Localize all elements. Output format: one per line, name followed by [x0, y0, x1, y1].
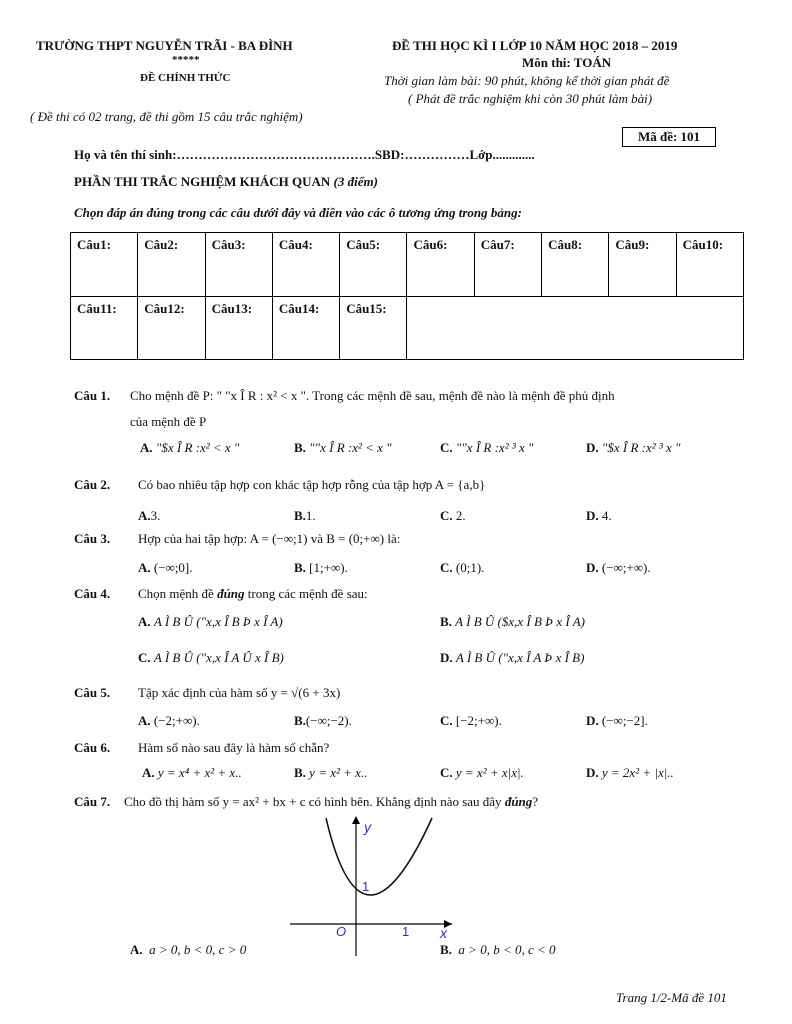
option-text: a > 0, b < 0, c > 0	[149, 942, 247, 957]
q3-option-a[interactable]	[138, 560, 193, 576]
answer-cell[interactable]: Câu3:	[205, 233, 272, 297]
answer-row-1	[71, 233, 744, 297]
answer-cell[interactable]: Câu4:	[272, 233, 339, 297]
option-letter: C.	[440, 713, 453, 728]
parabola-graph	[280, 812, 460, 962]
option-letter: A.	[142, 765, 155, 780]
time-note: Thời gian làm bài: 90 phút, không kể thời gian phát đề	[384, 73, 670, 88]
q7-option-a[interactable]	[130, 942, 246, 958]
q7-text-post: ?	[532, 794, 539, 809]
exam-code-box: Mã đề: 101	[622, 127, 716, 147]
q1-text: Cho mệnh đề P: " "x Î R : x² < x ". Trong các mệnh đề sau, mệnh đề nào là mệnh đề phủ định	[130, 388, 615, 403]
option-letter: A.	[138, 713, 151, 728]
option-text: [−2;+∞).	[455, 713, 502, 728]
option-letter: D.	[586, 440, 599, 455]
q2-option-b[interactable]	[294, 508, 316, 524]
option-letter: A.	[140, 440, 153, 455]
y-axis-label: y	[364, 819, 371, 835]
option-text: 3.	[150, 508, 161, 523]
q3-option-d[interactable]	[586, 560, 651, 576]
q4-option-b[interactable]	[440, 614, 585, 630]
answer-cell[interactable]: Câu7:	[474, 233, 541, 297]
section-heading	[74, 174, 378, 190]
option-text: (−∞;−2].	[601, 713, 648, 728]
q7-label: Câu 7.	[74, 794, 111, 809]
q7-text-pre: Cho đồ thị hàm số y = ax² + bx + c có hình bên. Khẳng định nào sau đây	[124, 794, 505, 809]
q1-text-cont: của mệnh đề P	[130, 414, 207, 429]
q3-label: Câu 3.	[74, 531, 111, 546]
option-text: A Ì B Û ("x,x Î A Û x Î B)	[153, 650, 284, 665]
q4-label: Câu 4.	[74, 586, 111, 601]
x-tick-label: 1	[402, 924, 410, 939]
q5-label: Câu 5.	[74, 685, 111, 700]
exam-title: ĐỀ THI HỌC KÌ I LỚP 10 NĂM HỌC 2018 – 2019	[392, 38, 678, 53]
option-text: y = x² + x..	[309, 765, 368, 780]
option-letter: B.	[440, 942, 452, 957]
answer-cell[interactable]: Câu8:	[542, 233, 609, 297]
option-text: y = x² + x|x|.	[455, 765, 524, 780]
option-letter: D.	[586, 508, 599, 523]
parabola-curve	[326, 818, 432, 895]
school-name: TRƯỜNG THPT NGUYỄN TRÃI - BA ĐÌNH	[36, 38, 293, 53]
answer-cell[interactable]: Câu10:	[676, 233, 743, 297]
option-text: ""x Î R :x² ³ x "	[455, 440, 534, 455]
mc-note: ( Phát đề trắc nghiệm khi còn 30 phút làm bài)	[408, 91, 653, 106]
option-text: A Ì B Û ($x,x Î B Þ x Î A)	[455, 614, 586, 629]
option-text: "$x Î R :x² < x "	[155, 440, 240, 455]
origin-label: O	[336, 924, 347, 939]
q1-label: Câu 1.	[74, 388, 111, 403]
option-letter: C.	[440, 440, 453, 455]
q6-label: Câu 6.	[74, 740, 111, 755]
option-letter: C.	[440, 560, 453, 575]
option-letter: A.	[138, 614, 151, 629]
pages-note: ( Đề thi có 02 trang, đề thi gồm 15 câu trắc nghiệm)	[30, 109, 303, 124]
q2-label: Câu 2.	[74, 477, 111, 492]
option-letter: C.	[440, 765, 453, 780]
option-letter: A.	[130, 942, 143, 957]
answer-cell[interactable]: Câu9:	[609, 233, 676, 297]
answer-cell[interactable]: Câu12:	[138, 296, 205, 360]
option-text: (−∞;+∞).	[601, 560, 651, 575]
q5-text: Tập xác định của hàm số y = √(6 + 3x)	[138, 685, 341, 700]
y-tick-label: 1	[362, 879, 370, 894]
option-letter: D.	[586, 713, 599, 728]
q5-option-a[interactable]	[138, 713, 200, 729]
option-letter: D.	[586, 560, 599, 575]
answer-cell[interactable]: Câu2:	[138, 233, 205, 297]
q4-text-pre: Chọn mệnh đề	[138, 586, 218, 601]
option-letter: B.	[294, 765, 306, 780]
section-instruction: Chọn đáp án đúng trong các câu dưới đây và điền vào các ô tương ứng trong bảng:	[74, 205, 522, 220]
q6-option-a[interactable]	[142, 765, 242, 781]
x-axis-label: x	[440, 925, 447, 941]
student-info-line: Họ và tên thí sinh:……………………………………….SBD:……………Lớp.............	[74, 147, 535, 162]
q4-option-a[interactable]	[138, 614, 283, 630]
option-text: a > 0, b < 0, c < 0	[458, 942, 556, 957]
option-text: 2.	[455, 508, 466, 523]
option-text: ""x Î R :x² < x "	[309, 440, 392, 455]
q7-text	[124, 794, 538, 810]
option-text: [1;+∞).	[309, 560, 348, 575]
q2-option-d[interactable]	[586, 508, 612, 524]
q4-text-post: trong các mệnh đề sau:	[244, 586, 368, 601]
answer-row-2	[71, 296, 744, 360]
option-text: (−2;+∞).	[153, 713, 200, 728]
option-letter: C.	[138, 650, 151, 665]
answer-table	[70, 232, 744, 360]
q1-option-c[interactable]	[440, 440, 533, 456]
page-footer: Trang 1/2-Mã đề 101	[616, 990, 727, 1005]
q3-option-b[interactable]	[294, 560, 348, 576]
q3-option-c[interactable]	[440, 560, 484, 576]
option-text: y = x⁴ + x² + x..	[157, 765, 242, 780]
q6-option-c[interactable]	[440, 765, 524, 781]
option-text: 4.	[601, 508, 612, 523]
y-axis-arrow	[352, 816, 360, 824]
stars-divider: *****	[172, 54, 200, 66]
section-title: PHẦN THI TRẮC NGHIỆM KHÁCH QUAN	[74, 174, 331, 189]
option-letter: D.	[586, 765, 599, 780]
q1-option-b[interactable]	[294, 440, 392, 456]
subject-label: Môn thi: TOÁN	[522, 55, 612, 70]
q3-text: Hợp của hai tập hợp: A = (−∞;1) và B = (0;+∞) là:	[138, 531, 401, 546]
q6-option-b[interactable]	[294, 765, 367, 781]
option-letter: D.	[440, 650, 453, 665]
section-points: (3 điểm)	[333, 174, 378, 189]
answer-cell[interactable]: Câu15:	[340, 296, 407, 360]
q4-option-d[interactable]	[440, 650, 584, 666]
q4-text	[138, 586, 368, 602]
official-label: ĐỀ CHÍNH THỨC	[140, 72, 231, 84]
q1-option-d[interactable]	[586, 440, 681, 456]
option-text: (−∞;0].	[153, 560, 193, 575]
answer-cell[interactable]: Câu6:	[407, 233, 474, 297]
option-text: (0;1).	[455, 560, 485, 575]
option-letter: C.	[440, 508, 453, 523]
option-letter: B.	[440, 614, 452, 629]
answer-cell[interactable]: Câu5:	[340, 233, 407, 297]
answer-cell[interactable]: Câu13:	[205, 296, 272, 360]
q1-option-a[interactable]	[140, 440, 239, 456]
option-letter: A.	[138, 560, 151, 575]
option-letter: B.	[294, 508, 306, 523]
q5-option-b[interactable]	[294, 713, 352, 729]
option-text: A Ì B Û ("x,x Î A Þ x Î B)	[455, 650, 585, 665]
q5-option-c[interactable]	[440, 713, 502, 729]
q2-text: Có bao nhiêu tập hợp con khác tập hợp rỗng của tập hợp A = {a,b}	[138, 477, 486, 492]
answer-cell[interactable]: Câu14:	[272, 296, 339, 360]
q7-option-b[interactable]	[440, 942, 556, 958]
q4-option-c[interactable]	[138, 650, 284, 666]
answer-cell[interactable]: Câu11:	[71, 296, 138, 360]
answer-cell-empty	[407, 296, 744, 360]
q4-text-emphasis: đúng	[217, 586, 245, 601]
option-text: "$x Î R :x² ³ x "	[601, 440, 681, 455]
option-letter: B.	[294, 560, 306, 575]
option-text: A Ì B Û ("x,x Î B Þ x Î A)	[153, 614, 283, 629]
option-letter: B.	[294, 440, 306, 455]
q2-option-a[interactable]	[138, 508, 160, 524]
q7-text-emphasis: đúng	[504, 794, 533, 809]
option-text: 1.	[305, 508, 316, 523]
option-letter: B.	[294, 713, 306, 728]
q6-text: Hàm số nào sau đây là hàm số chẵn?	[138, 740, 330, 755]
option-letter: A.	[138, 508, 151, 523]
q5-option-d[interactable]	[586, 713, 648, 729]
answer-cell[interactable]: Câu1:	[71, 233, 138, 297]
option-text: y = 2x² + |x|..	[601, 765, 674, 780]
option-text: (−∞;−2).	[305, 713, 352, 728]
q2-option-c[interactable]	[440, 508, 466, 524]
q6-option-d[interactable]	[586, 765, 674, 781]
